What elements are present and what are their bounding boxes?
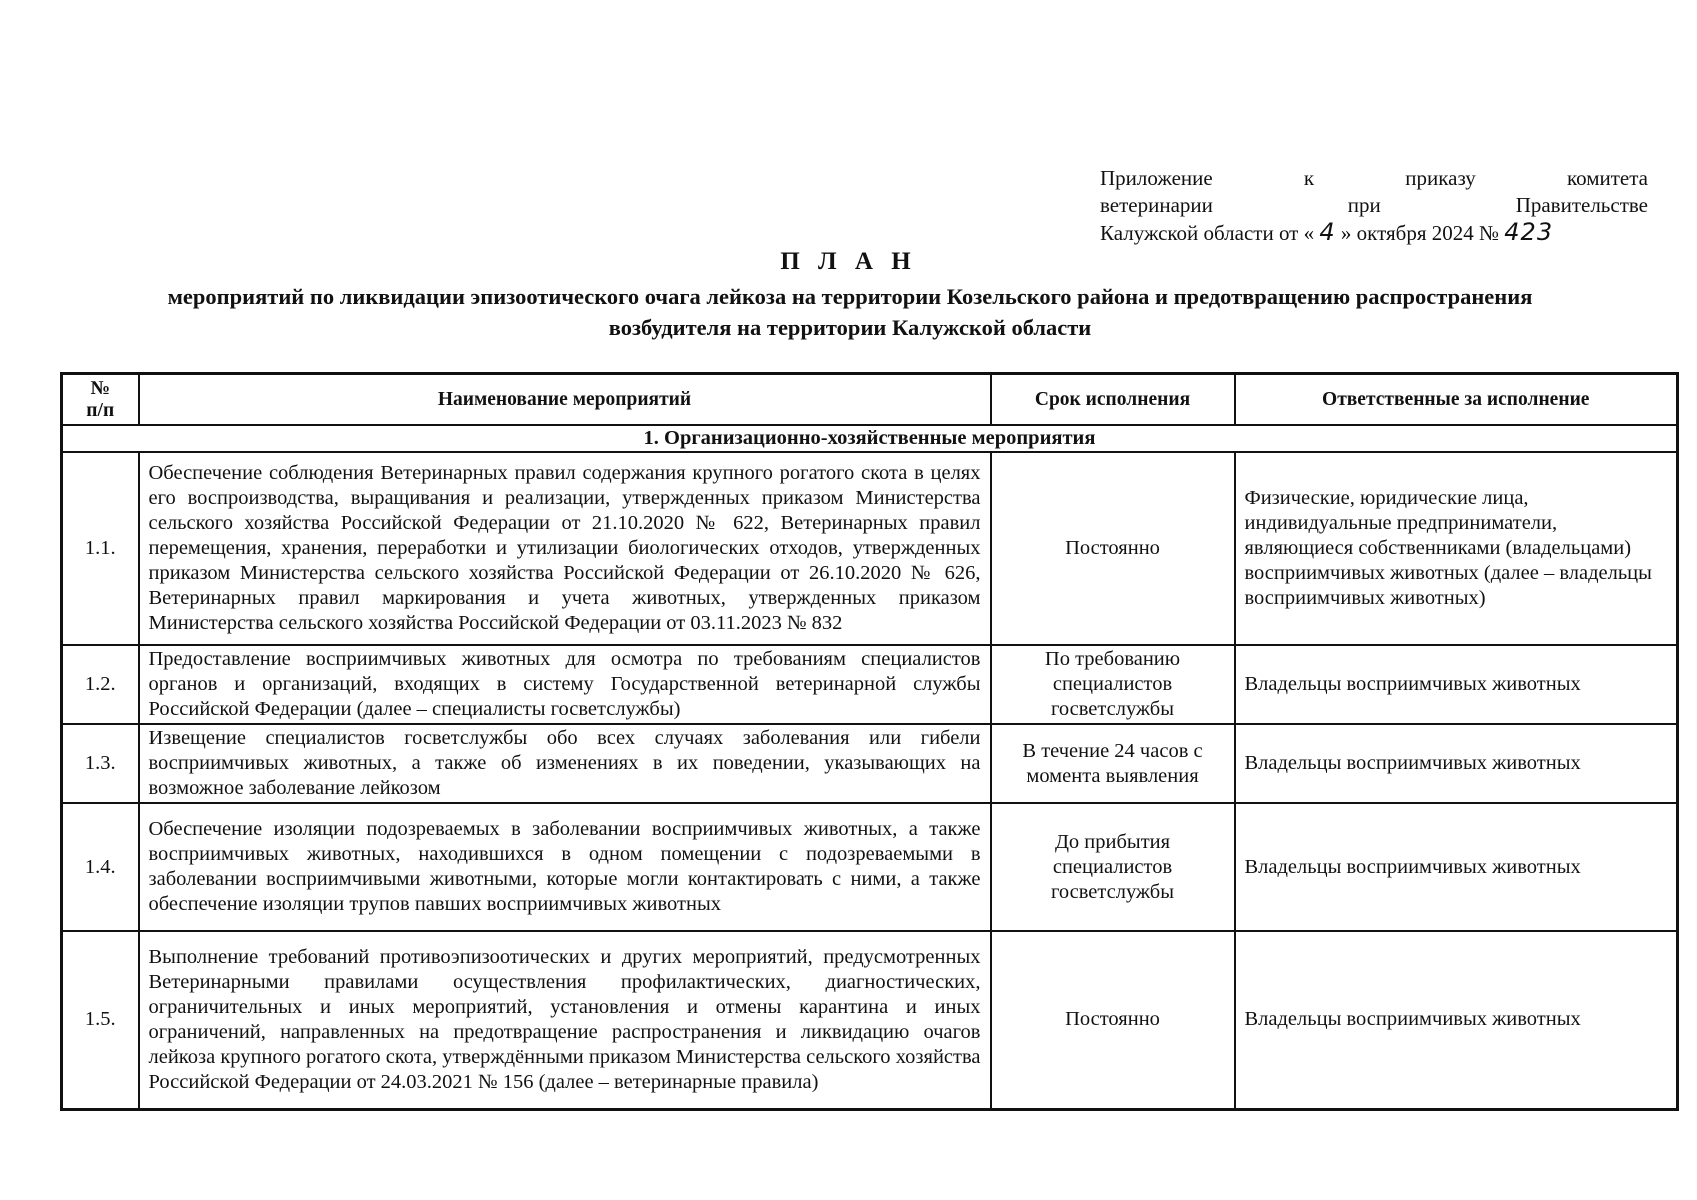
row-name: Выполнение требований противоэпизоотических и других мероприятий, предусмотренных Ветеринарными правилами осуществления профилактических, диагностических, ограничительных и иных мероприятий, установления и отмены карантина и иных ограничений, направленных на предотвращение распространения и ликвидацию очагов лейкоза крупного рогатого скота, утверждёнными приказом Министерства сельского хозяйства Российской Федерации от 24.03.2021 № 156 (далее – ветеринарные правила) (139, 931, 991, 1109)
row-name: Обеспечение соблюдения Ветеринарных правил содержания крупного рогатого скота в целях его воспроизводства, выращивания и реализации, утвержденных приказом Министерства сельского хозяйства Российской Федерации от 21.10.2020 № 622, Ветеринарных правил перемещения, хранения, переработки и утилизации биологических отходов, утвержденных приказом Министерства сельского хозяйства Российской Федерации от 26.10.2020 № 626, Ветеринарных правил маркирования и учета животных, утвержденных приказом Министерства сельского хозяйства Российской Федерации от 03.11.2023 № 832 (139, 452, 991, 645)
row-responsible: Владельцы восприимчивых животных (1235, 803, 1678, 931)
header-num: № п/п (62, 374, 139, 426)
annex-date-mid: » октября 2024 № (1340, 221, 1500, 245)
row-name: Обеспечение изоляции подозреваемых в заболевании восприимчивых животных, а также восприимчивых животных, находившихся в одном помещении с подозреваемыми в заболевании восприимчивыми животными, которые могли контактировать с ними, а также обеспечение изоляции трупов павших восприимчивых животных (139, 803, 991, 931)
row-name: Предоставление восприимчивых животных для осмотра по требованиям специалистов органов и организаций, входящих в систему Государственной ветеринарной службы Российской Федерации (далее – специалисты госветслужбы) (139, 645, 991, 724)
row-term: В течение 24 часов с момента выявления (991, 724, 1235, 803)
annex-date-prefix: Калужской области от « (1100, 221, 1315, 245)
row-num: 1.2. (62, 645, 139, 724)
section-title: 1. Организационно-хозяйственные мероприятия (62, 425, 1678, 452)
row-responsible: Владельцы восприимчивых животных (1235, 931, 1678, 1109)
row-term: Постоянно (991, 931, 1235, 1109)
table-row (62, 645, 1678, 724)
table-header-row (62, 374, 1678, 426)
plan-subtitle: мероприятий по ликвидации эпизоотического очага лейкоза на территории Козельского района и предотвращению распространения возбудителя на территории Калужской области (167, 284, 1533, 340)
row-num: 1.3. (62, 724, 139, 803)
header-name: Наименование мероприятий (139, 374, 991, 426)
row-responsible: Владельцы восприимчивых животных (1235, 724, 1678, 803)
annex-line-2: ветеринарии при Правительстве (1100, 193, 1648, 217)
table-row (62, 803, 1678, 931)
row-term: По требованию специалистов госветслужбы (991, 645, 1235, 724)
table-row (62, 452, 1678, 645)
row-responsible: Физические, юридические лица, индивидуальные предприниматели, являющиеся собственниками (владельцами) восприимчивых животных (далее – владельцы восприимчивых животных) (1235, 452, 1678, 645)
header-responsible: Ответственные за исполнение (1235, 374, 1678, 426)
table-row (62, 724, 1678, 803)
plan-table (60, 372, 1679, 1111)
annex-line-1: Приложение к приказу комитета (1100, 166, 1648, 190)
row-term: До прибытия специалистов госветслужбы (991, 803, 1235, 931)
row-term: Постоянно (991, 452, 1235, 645)
section-row (62, 425, 1678, 452)
handwritten-day: 4 (1319, 218, 1336, 246)
annex-block (1100, 165, 1648, 247)
row-responsible: Владельцы восприимчивых животных (1235, 645, 1678, 724)
row-name: Извещение специалистов госветслужбы обо всех случаях заболевания или гибели восприимчивых животных, а также об изменениях в их поведении, указывающих на возможное заболевание лейкозом (139, 724, 991, 803)
row-num: 1.1. (62, 452, 139, 645)
plan-title: П Л А Н (780, 248, 917, 275)
header-term: Срок исполнения (991, 374, 1235, 426)
row-num: 1.4. (62, 803, 139, 931)
table-row (62, 931, 1678, 1109)
handwritten-order-number: 423 (1504, 218, 1554, 246)
row-num: 1.5. (62, 931, 139, 1109)
annex-line-3 (1100, 219, 1648, 247)
